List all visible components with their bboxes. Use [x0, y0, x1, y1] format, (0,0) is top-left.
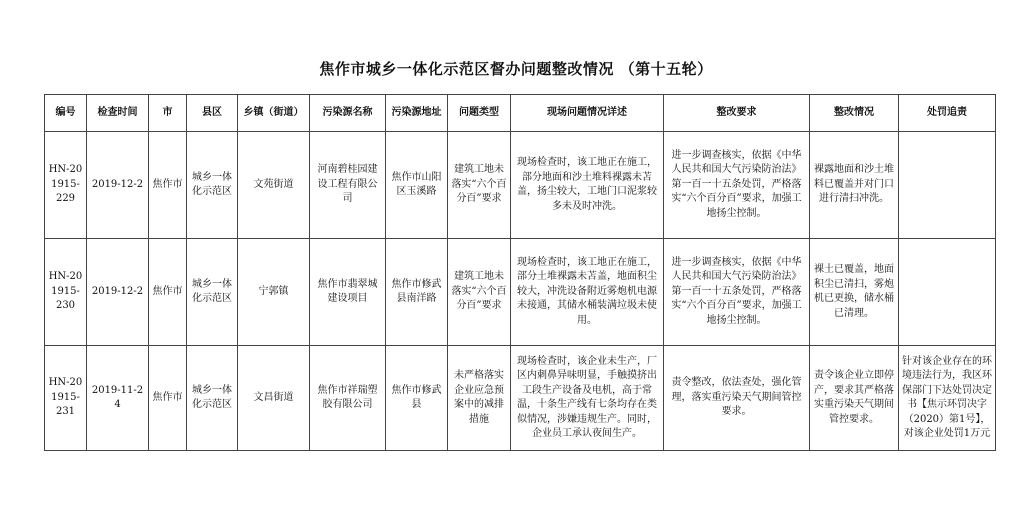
header-requirement: 整改要求: [664, 95, 810, 132]
cell-address: 焦作市修武县: [386, 346, 448, 451]
cell-detail: 现场检查时，该企业未生产，厂区内刺鼻异味明显，手触摸挤出工段生产设备及电机，高于常温，十条生产线有七条均存在类似情况，涉嫌违规生产。同时，企业员工承认夜间生产。: [511, 346, 664, 451]
cell-id: HN-201915-230: [45, 239, 87, 346]
table-header-row: [45, 95, 996, 132]
cell-type: 建筑工地未落实“六个百分百”要求: [448, 132, 511, 239]
cell-id: HN-201915-229: [45, 132, 87, 239]
cell-address: 焦作市山阳区玉溪路: [386, 132, 448, 239]
cell-requirement: 责令整改，依法查处，强化管理，落实重污染天气期间管控要求。: [664, 346, 810, 451]
cell-county: 城乡一体化示范区: [187, 132, 238, 239]
header-address: 污染源地址: [386, 95, 448, 132]
table-row: [45, 132, 996, 239]
cell-source: 焦作市祥瑞塑胶有限公司: [310, 346, 386, 451]
header-id: 编号: [45, 95, 87, 132]
header-type: 问题类型: [448, 95, 511, 132]
cell-county: 城乡一体化示范区: [187, 239, 238, 346]
cell-city: 焦作市: [149, 239, 187, 346]
cell-town: 文苑街道: [238, 132, 310, 239]
cell-requirement: 进一步调查核实，依据《中华人民共和国大气污染防治法》第一百一十五条处罚，严格落实“六个百分百”要求，加强工地扬尘控制。: [664, 132, 810, 239]
header-status: 整改情况: [810, 95, 899, 132]
cell-detail: 现场检查时，该工地正在施工，部分地面和沙土堆料裸露未苫盖，扬尘较大，工地门口泥浆较多未及时冲洗。: [511, 132, 664, 239]
cell-type: 未严格落实企业应急预案中的减排措施: [448, 346, 511, 451]
cell-status: 裸露地面和沙土堆料已覆盖并对门口进行清扫冲洗。: [810, 132, 899, 239]
cell-status: 责令该企业立即停产，要求其严格落实重污染天气期间管控要求。: [810, 346, 899, 451]
header-county: 县区: [187, 95, 238, 132]
cell-penalty: 针对该企业存在的环境违法行为，我区环保部门下达处罚决定书【焦示环罚决字（2020）第1号】，对该企业处罚1万元: [899, 346, 996, 451]
cell-date: 2019-11-24: [87, 346, 149, 451]
cell-date: 2019-12-2: [87, 239, 149, 346]
cell-type: 建筑工地未落实“六个百分百”要求: [448, 239, 511, 346]
cell-penalty: [899, 239, 996, 346]
cell-town: 宁郭镇: [238, 239, 310, 346]
cell-address: 焦作市修武县南洋路: [386, 239, 448, 346]
cell-town: 文昌街道: [238, 346, 310, 451]
header-detail: 现场问题情况详述: [511, 95, 664, 132]
cell-city: 焦作市: [149, 132, 187, 239]
table-row: [45, 239, 996, 346]
page-title: 焦作市城乡一体化示范区督办问题整改情况 （第十五轮）: [319, 60, 713, 78]
cell-source: 焦作市翡翠城建设项目: [310, 239, 386, 346]
header-date: 检查时间: [87, 95, 149, 132]
cell-date: 2019-12-2: [87, 132, 149, 239]
header-source: 污染源名称: [310, 95, 386, 132]
cell-id: HN-201915-231: [45, 346, 87, 451]
cell-city: 焦作市: [149, 346, 187, 451]
header-town: 乡镇（街道）: [238, 95, 310, 132]
issues-table: [44, 94, 996, 451]
cell-detail: 现场检查时，该工地正在施工，部分土堆裸露未苫盖，地面积尘较大，冲洗设备附近雾炮机电源未接通，其储水桶装满垃圾未使用。: [511, 239, 664, 346]
cell-penalty: [899, 132, 996, 239]
cell-status: 裸土已覆盖，地面积尘已清扫，雾炮机已更换，储水桶已清理。: [810, 239, 899, 346]
header-city: 市: [149, 95, 187, 132]
header-penalty: 处罚追责: [899, 95, 996, 132]
table-row: [45, 346, 996, 451]
cell-requirement: 进一步调查核实，依据《中华人民共和国大气污染防治法》第一百一十五条处罚，严格落实“六个百分百”要求，加强工地扬尘控制。: [664, 239, 810, 346]
cell-county: 城乡一体化示范区: [187, 346, 238, 451]
cell-source: 河南碧桂园建设工程有限公司: [310, 132, 386, 239]
